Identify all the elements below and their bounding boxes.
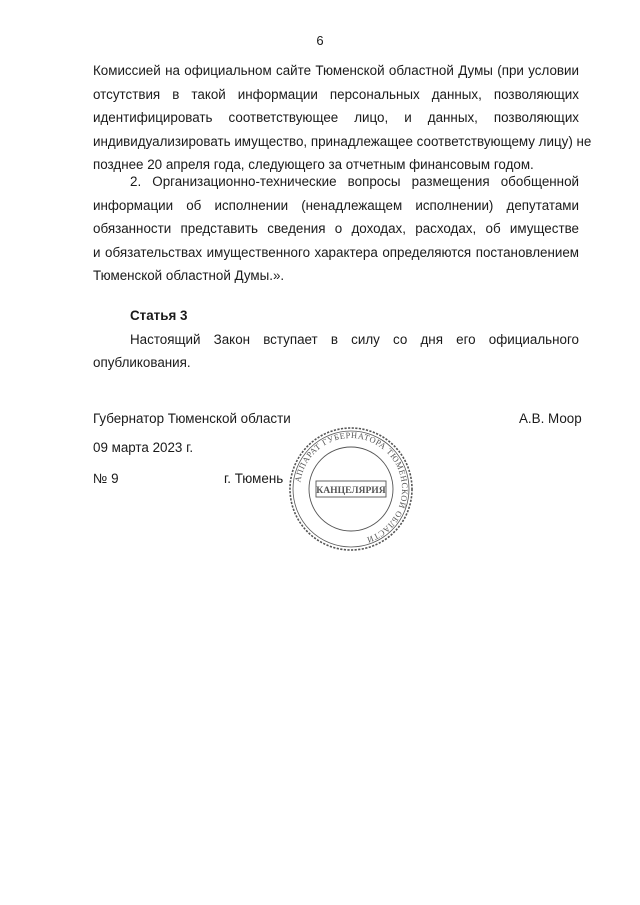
text-line: Настоящий Закон вступает в силу со дня его официального [130, 331, 579, 347]
text-line: 2. Организационно-технические вопросы размещения обобщенной [130, 174, 579, 189]
signature-date: 09 марта 2023 г. [93, 440, 194, 455]
seal-ring-text: АППАРАТ ГУБЕРНАТОРА ТЮМЕНСКОЙ ОБЛАСТИ [293, 430, 410, 545]
law-number: № 9 [93, 471, 119, 486]
text-line: Комиссией на официальном сайте Тюменской областной Думы (при условии [93, 63, 579, 78]
text-line: позднее 20 апреля года, следующего за отчетным финансовым годом. [93, 157, 534, 173]
seal-center-text: КАНЦЕЛЯРИЯ [316, 485, 386, 496]
article-heading: Статья 3 [130, 308, 188, 323]
signatory-name: А.В. Моор [519, 411, 582, 426]
text-line: информации об исполнении (ненадлежащем исполнении) депутатами [93, 197, 579, 213]
page-number: 6 [316, 33, 324, 48]
text-line: опубликования. [93, 355, 191, 371]
text-line: индивидуализировать имущество, принадлежащее соответствующему лицу) не [93, 133, 592, 149]
paragraph-continuation [93, 59, 592, 177]
text-line: отсутствия в такой информации персональных данных, позволяющих [93, 86, 579, 102]
paragraph-item-2 [93, 170, 579, 288]
text-line: обязанности представить сведения о доходах, расходах, об имуществе [93, 221, 579, 237]
signatory-title: Губернатор Тюменской области [93, 411, 291, 426]
official-seal [288, 426, 414, 552]
text-line: и обязательствах имущественного характера определяются постановлением [93, 244, 579, 260]
text-line: идентифицировать соответствующее лицо, и данных, позволяющих [93, 110, 579, 126]
text-line: Тюменской областной Думы.». [93, 268, 285, 284]
signature-city: г. Тюмень [224, 471, 284, 486]
article-3 [93, 304, 579, 375]
